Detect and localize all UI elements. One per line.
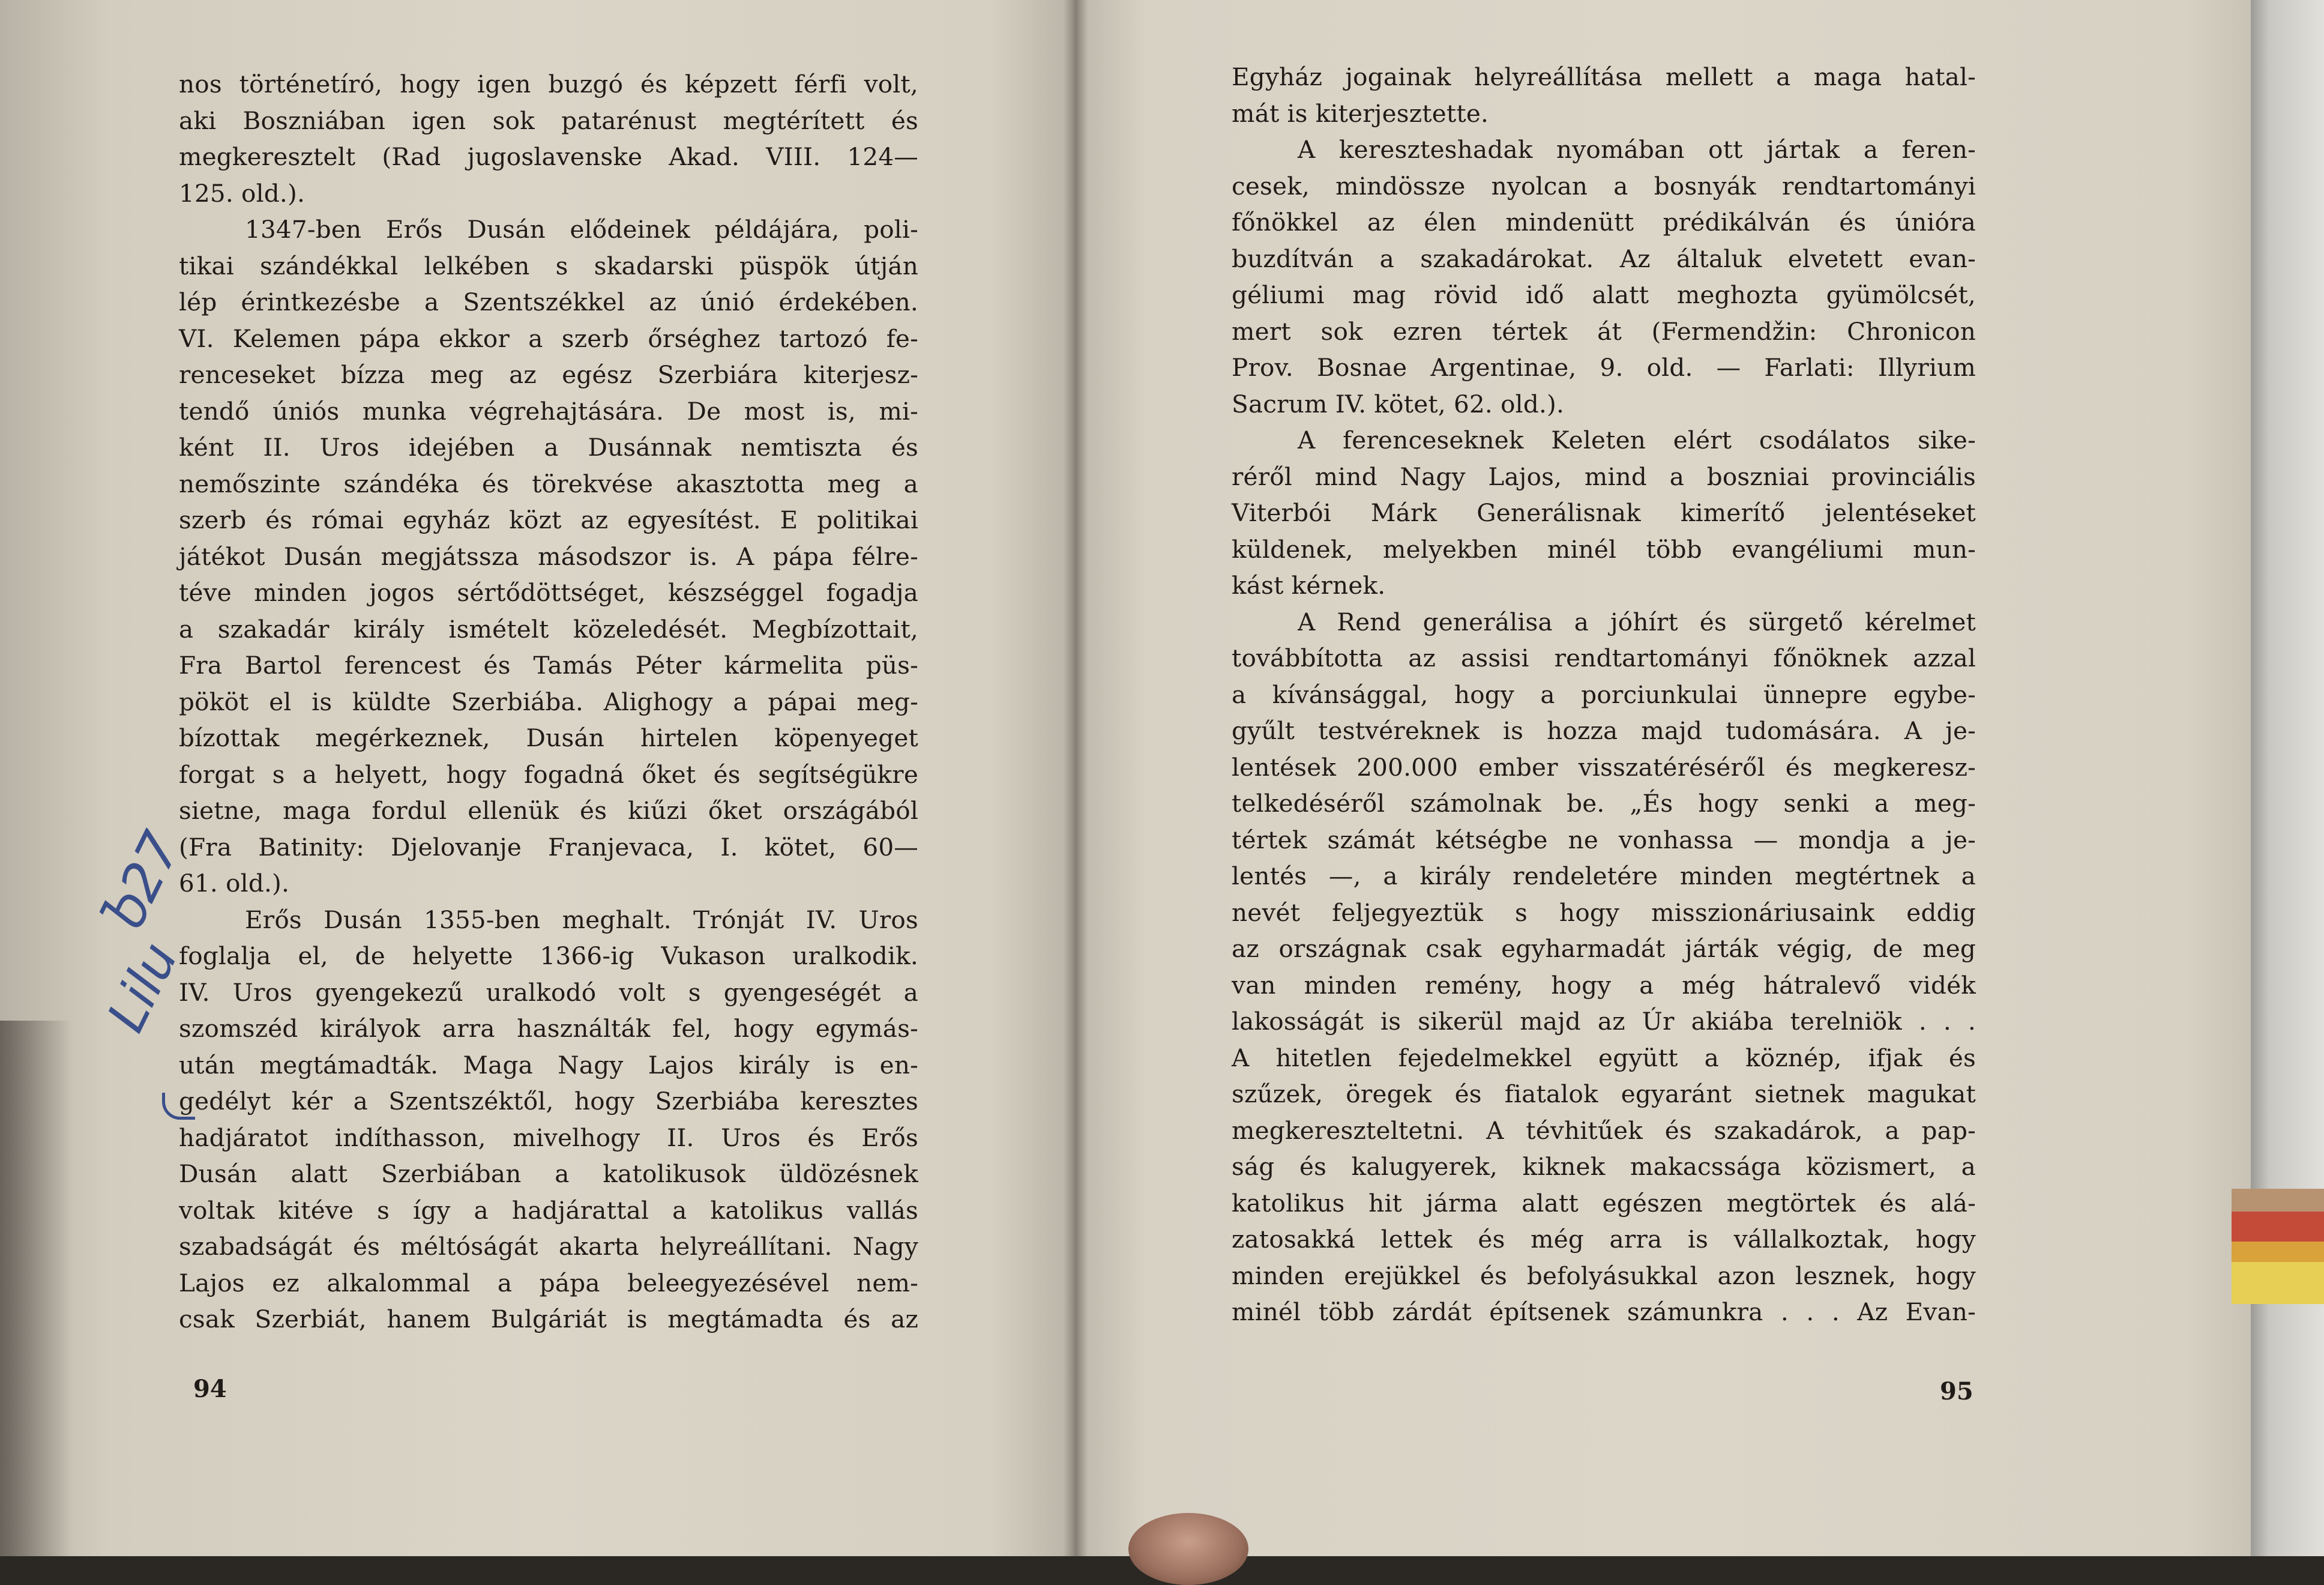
text-line: után megtámadták. Maga Nagy Lajos király is en- <box>179 1050 918 1079</box>
text-line: a szakadár király ismételt közeledését. Megbízottait, <box>179 614 918 644</box>
text-line: forgat s a helyett, hogy fogadná őket és segítségükre <box>179 759 918 789</box>
text-line: lentések 200.000 ember visszatéréséről és megkeresz- <box>1232 752 1976 782</box>
right-page-text <box>1232 59 1976 1330</box>
text-line: Egyház jogainak helyreállítása mellett a maga hatal- <box>1232 62 1976 91</box>
text-line: ként II. Uros idejében a Dusánnak nemtiszta és <box>179 433 918 462</box>
text-line: minden erejükkel és befolyásukkal azon lesznek, hogy <box>1232 1261 1976 1290</box>
text-line: tikai szándékkal lelkében s skadarski püspök útján <box>179 251 918 280</box>
text-line: renceseket bízza meg az egész Szerbiára kiterjesz- <box>179 360 918 389</box>
text-line: pököt el is küldte Szerbiába. Alighogy a pápai meg- <box>179 687 918 716</box>
text-line: aki Boszniában igen sok patarénust megtérített és <box>179 106 918 135</box>
text-line: a kívánsággal, hogy a porciunkulai ünnepre egybe- <box>1232 680 1976 709</box>
text-line: Viterbói Márk Generálisnak kimerítő jelentéseket <box>1232 498 1976 527</box>
text-line: telkedéséről számolnak be. „És hogy senki a meg- <box>1232 789 1976 818</box>
book-gutter <box>1064 0 1088 1556</box>
text-line: A Rend generálisa a jóhírt és sürgető kérelmet <box>1298 607 1976 636</box>
text-line: Sacrum IV. kötet, 62. old.). <box>1232 389 1565 418</box>
text-line: ság és kalugyerek, kiknek makacssága közismert, a <box>1232 1152 1976 1181</box>
bookmark-stripe <box>2232 1189 2324 1212</box>
text-line: nos történetíró, hogy igen buzgó és képzett férfi volt, <box>179 70 918 98</box>
text-line: géliumi mag rövid idő alatt meghozta gyümölcsét, <box>1232 280 1976 309</box>
text-line: Erős Dusán 1355-ben meghalt. Trónját IV. Uros <box>245 905 918 934</box>
text-line: lakosságát is sikerül majd az Úr akiába terelniök . . . <box>1232 1007 1976 1036</box>
bookmark-stripe <box>2232 1242 2324 1262</box>
text-line: sietne, maga fordul ellenük és kiűzi őket országából <box>179 796 918 825</box>
text-line: mert sok ezren tértek át (Fermendžin: Chronicon <box>1232 316 1976 346</box>
background-edge <box>2251 0 2324 1556</box>
text-line: Prov. Bosnae Argentinae, 9. old. — Farlati: Illyrium <box>1232 353 1976 382</box>
text-line: cesek, mindössze nyolcan a bosnyák rendtartományi <box>1232 171 1976 201</box>
text-line: szomszéd királyok arra használták fel, hogy egymás- <box>179 1014 918 1043</box>
text-line: nevét feljegyeztük s hogy misszionáriusaink eddig <box>1232 898 1976 927</box>
text-line: tendő úniós munka végrehajtására. De most is, mi- <box>179 396 918 426</box>
text-line: tértek számát kétségbe ne vonhassa — mondja a je- <box>1232 825 1976 854</box>
text-line: Fra Bartol ferencest és Tamás Péter kármelita püs- <box>179 651 918 680</box>
text-line: gyűlt testvéreknek is hozza majd tudomására. A je- <box>1232 716 1976 745</box>
text-line: gedélyt kér a Szentszéktől, hogy Szerbiába keresztes <box>179 1087 918 1116</box>
text-line: van minden remény, hogy a még hátralevő vidék <box>1232 970 1976 1000</box>
text-line: megkereszteltetni. A tévhitűek és szakadárok, a pap- <box>1232 1116 1976 1145</box>
text-line: továbbította az assisi rendtartományi főnöknek azzal <box>1232 644 1976 672</box>
text-line: szűzek, öregek és fiatalok egyaránt sietnek magukat <box>1232 1079 1976 1108</box>
text-line: A kereszteshadak nyomában ott jártak a feren- <box>1298 135 1976 164</box>
thumb <box>1128 1513 1248 1585</box>
page-number-right: 95 <box>1940 1377 1973 1405</box>
text-line: IV. Uros gyengekezű uralkodó volt s gyengeségét a <box>179 977 918 1007</box>
text-line: az országnak csak egyharmadát járták végig, de meg <box>1232 934 1976 963</box>
text-line: csak Szerbiát, hanem Bulgáriát is megtámadta és az <box>179 1305 918 1333</box>
text-line: 125. old.). <box>179 178 306 208</box>
text-line: buzdítván a szakadárokat. Az általuk elvetett evan- <box>1232 244 1976 273</box>
text-line: Lajos ez alkalommal a pápa beleegyezésével nem- <box>179 1268 918 1297</box>
text-line: mát is kiterjesztette. <box>1232 98 1489 128</box>
text-line: A ferenceseknek Keleten elért csodálatos sike- <box>1298 426 1976 454</box>
page-number-left: 94 <box>193 1375 227 1403</box>
text-line: téve minden jogos sértődöttséget, készséggel fogadja <box>179 578 918 607</box>
text-line: lentés —, a király rendeletére minden megtértnek a <box>1232 862 1976 890</box>
text-line: 61. old.). <box>179 869 290 898</box>
text-line: hadjáratot indíthasson, mivelhogy II. Uros és Erős <box>179 1123 918 1152</box>
text-line: szerb és római egyház közt az egyesítést. E politikai <box>179 506 918 534</box>
handwritten-note: Ⴆ27 <box>90 822 193 946</box>
text-line: minél több zárdát építsenek számunkra . . . Az Evan- <box>1232 1297 1976 1326</box>
text-line: foglalja el, de helyette 1366-ig Vukason uralkodik. <box>179 941 918 970</box>
text-line: lép érintkezésbe a Szentszékkel az únió érdekében. <box>179 288 918 316</box>
text-line: A hitetlen fejedelmekkel együtt a köznép, ifjak és <box>1232 1043 1976 1072</box>
text-line: főnökkel az élen mindenütt prédikálván és únióra <box>1232 208 1976 237</box>
text-line: nemőszinte szándéka és törekvése akasztotta meg a <box>179 469 918 498</box>
text-line: réről mind Nagy Lajos, mind a boszniai provinciális <box>1232 462 1976 491</box>
text-line: bízottak megérkeznek, Dusán hirtelen köpenyeget <box>179 723 918 752</box>
text-line: 1347-ben Erős Dusán elődeinek példájára, poli- <box>245 215 918 244</box>
text-line: küldenek, melyekben minél több evangéliumi mun- <box>1232 534 1976 564</box>
bookmark-stripe <box>2232 1262 2324 1304</box>
page-shadow <box>0 1021 72 1556</box>
text-line: zatosakká lettek és még arra is vállalkoztak, hogy <box>1232 1225 1976 1254</box>
text-line: VI. Kelemen pápa ekkor a szerb őrséghez tartozó fe- <box>179 324 918 353</box>
text-line: játékot Dusán megjátssza másodszor is. A pápa félre- <box>179 542 918 571</box>
text-line: (Fra Batinity: Djelovanje Franjevaca, I. kötet, 60— <box>179 832 918 862</box>
text-line: szabadságát és méltóságát akarta helyreállítani. Nagy <box>179 1232 918 1261</box>
text-line: voltak kitéve s így a hadjárattal a katolikus vallás <box>179 1195 918 1225</box>
text-line: kást kérnek. <box>1232 571 1386 600</box>
left-page-text <box>179 66 918 1338</box>
text-line: Dusán alatt Szerbiában a katolikusok üldözésnek <box>179 1159 918 1188</box>
text-line: katolikus hit járma alatt egészen megtörtek és alá- <box>1232 1188 1976 1218</box>
text-line: megkeresztelt (Rad jugoslavenske Akad. VIII. 124— <box>179 142 918 171</box>
handwritten-signature: Lilu <box>96 933 190 1041</box>
bookmark-stripe <box>2232 1212 2324 1242</box>
